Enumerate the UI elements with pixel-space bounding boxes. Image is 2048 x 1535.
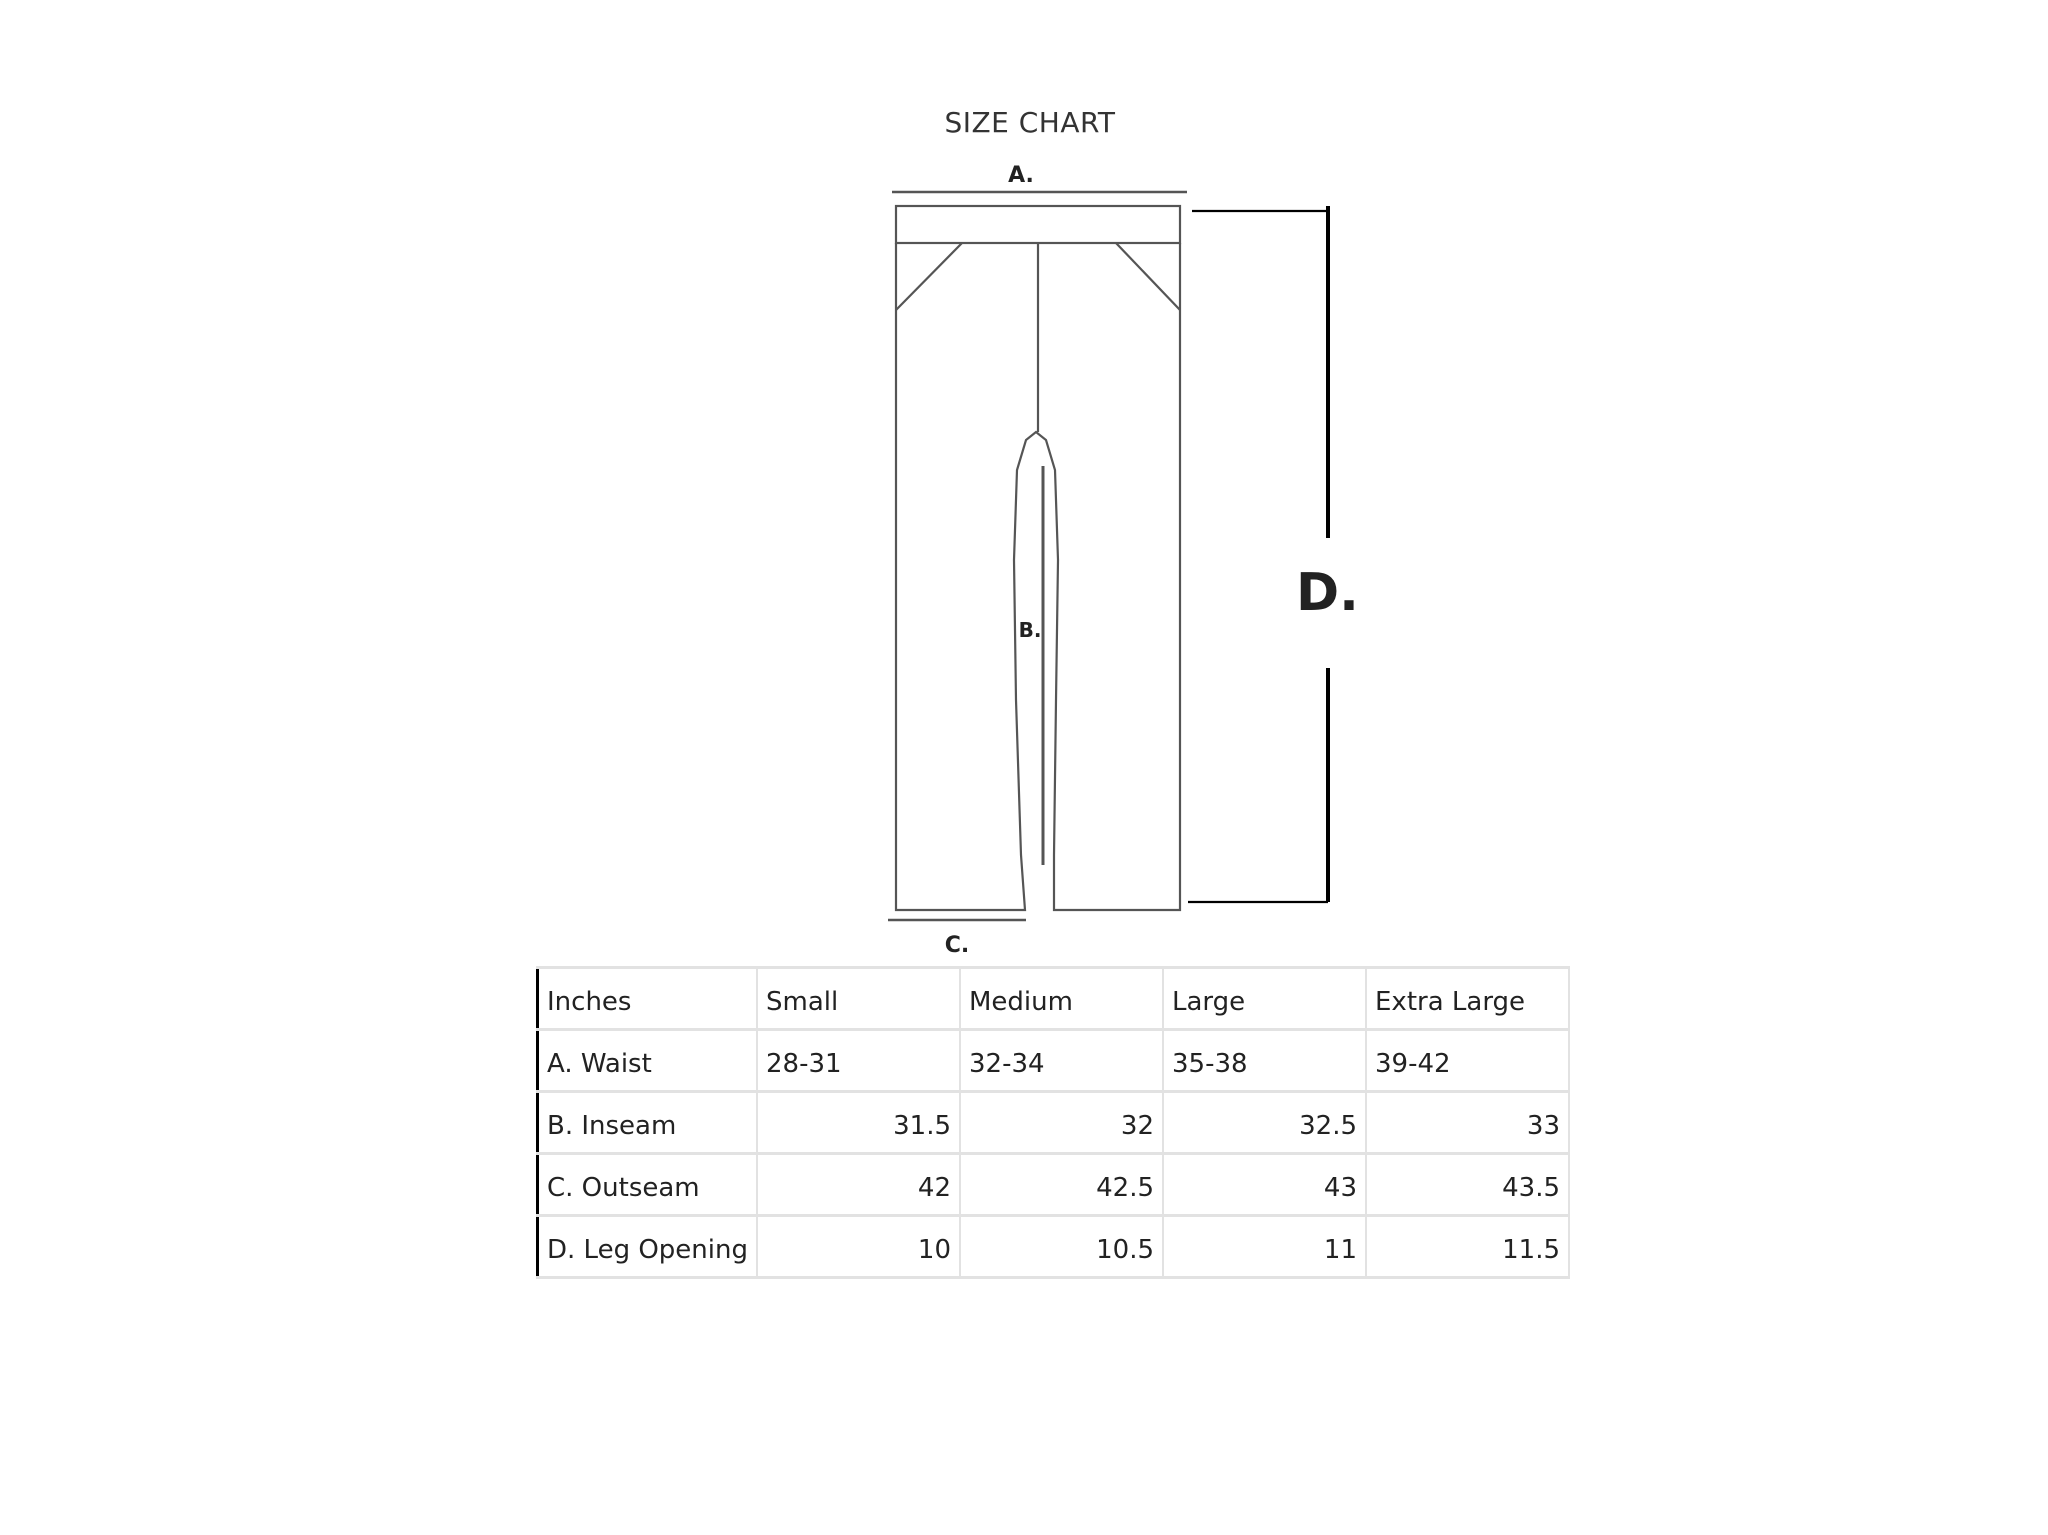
table-cell: 39-42	[1366, 1030, 1569, 1092]
table-cell: 32-34	[960, 1030, 1163, 1092]
left-pocket	[896, 243, 962, 310]
header-cell: Inches	[538, 968, 758, 1030]
table-cell: 10	[757, 1216, 960, 1278]
table-cell: 28-31	[757, 1030, 960, 1092]
table-cell: 43	[1163, 1154, 1366, 1216]
dimension-a-label: A.	[1008, 163, 1034, 188]
table-cell: 35-38	[1163, 1030, 1366, 1092]
row-label: A. Waist	[538, 1030, 758, 1092]
table-cell: 43.5	[1366, 1154, 1569, 1216]
table-cell: 42	[757, 1154, 960, 1216]
table-row	[538, 1154, 1570, 1216]
dimension-b-label: B.	[1018, 618, 1042, 642]
table-cell: 42.5	[960, 1154, 1163, 1216]
row-label: D. Leg Opening	[538, 1216, 758, 1278]
row-label: C. Outseam	[538, 1154, 758, 1216]
dimension-c-label: C.	[944, 933, 970, 958]
table-cell: 33	[1366, 1092, 1569, 1154]
dimension-d-label: D.	[1296, 563, 1359, 623]
dimension-d-line	[1188, 206, 1328, 902]
header-cell: Medium	[960, 968, 1163, 1030]
table-cell: 11	[1163, 1216, 1366, 1278]
table-row	[538, 1092, 1570, 1154]
table-header-row	[538, 968, 1570, 1030]
table-cell: 11.5	[1366, 1216, 1569, 1278]
table-cell: 10.5	[960, 1216, 1163, 1278]
size-table	[536, 966, 1570, 1279]
table-cell: 32	[960, 1092, 1163, 1154]
header-cell: Large	[1163, 968, 1366, 1030]
table-row	[538, 1030, 1570, 1092]
row-label: B. Inseam	[538, 1092, 758, 1154]
table-cell: 31.5	[757, 1092, 960, 1154]
size-chart-title: SIZE CHART	[944, 106, 1116, 139]
right-pocket	[1116, 243, 1180, 310]
table-cell: 32.5	[1163, 1092, 1366, 1154]
header-cell: Small	[757, 968, 960, 1030]
header-cell: Extra Large	[1366, 968, 1569, 1030]
pants-outline	[896, 206, 1180, 910]
waistband	[896, 206, 1180, 243]
table-row	[538, 1216, 1570, 1278]
